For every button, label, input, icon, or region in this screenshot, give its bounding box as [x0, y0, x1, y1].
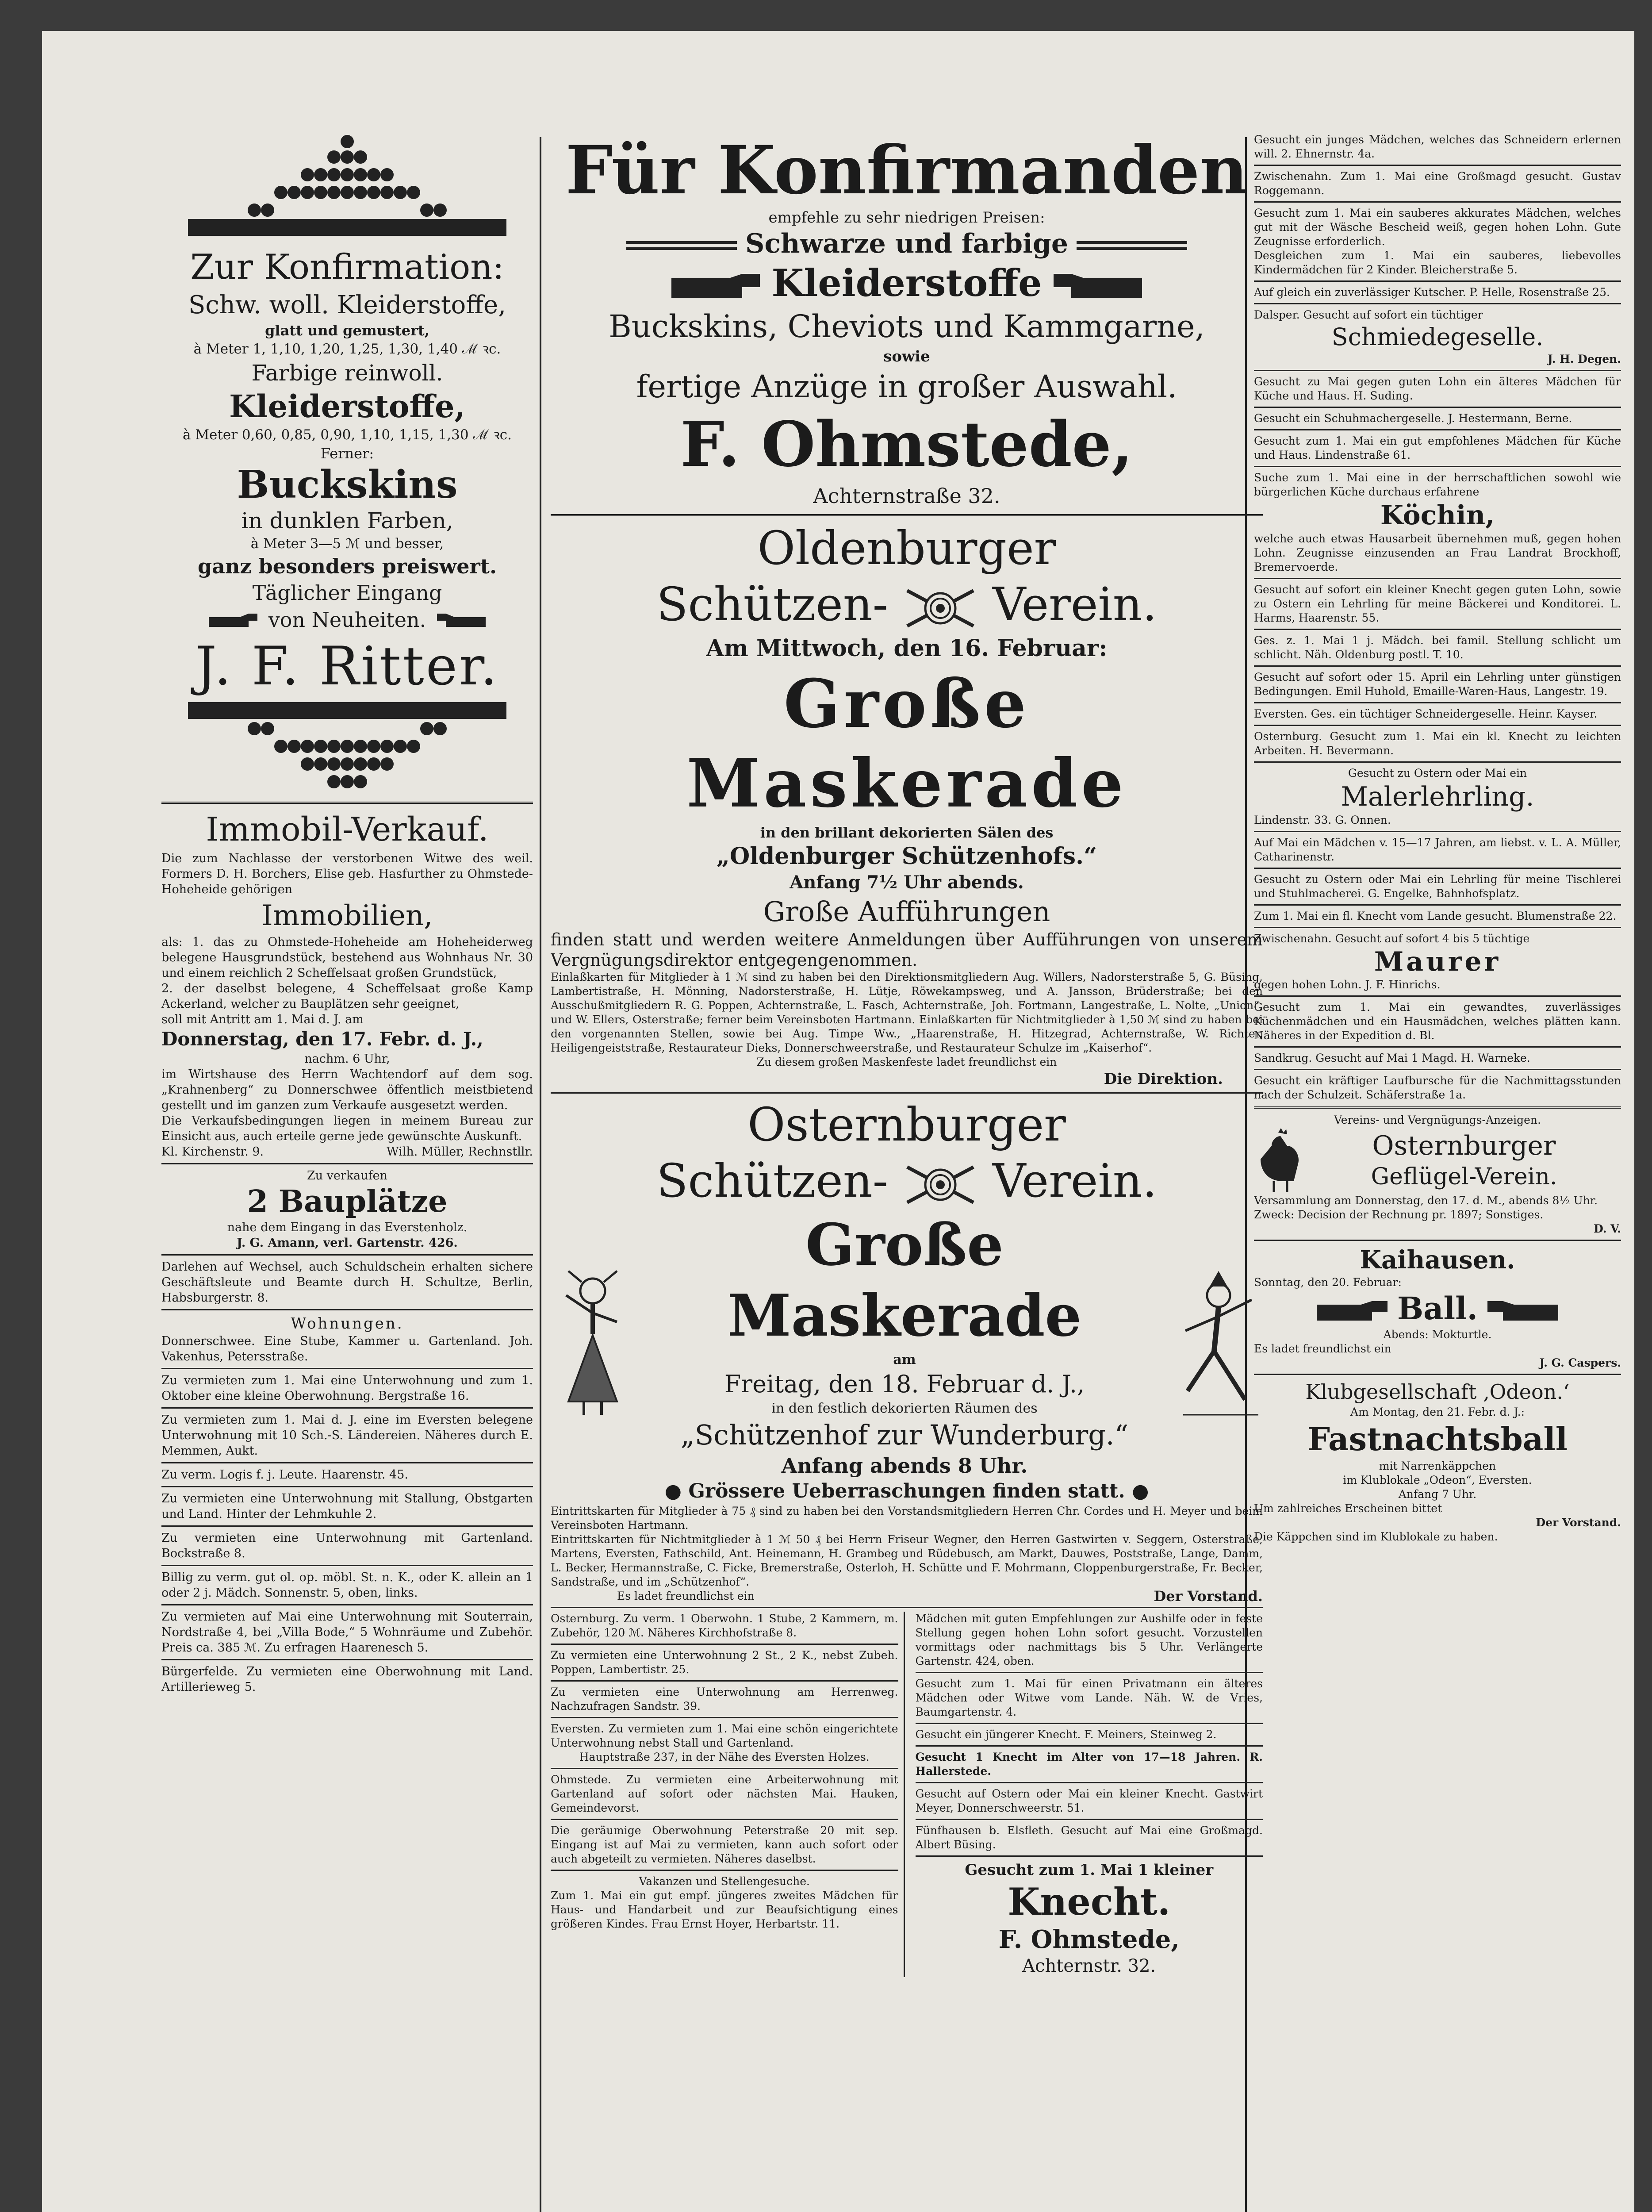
small-ads-col-2 — [916, 1612, 1263, 1977]
divider — [916, 1745, 1263, 1747]
divider — [161, 1486, 533, 1487]
gefluegel-para-2: Zweck: Decision der Rechnung pr. 1897; Sonstiges. — [1254, 1208, 1544, 1221]
divider — [161, 1163, 533, 1164]
ost-date: Freitag, den 18. Februar d. J., — [724, 1370, 1085, 1398]
classified-ad: Gesucht zum 1. Mai ein gewandtes, zuverlässiges Küchenmädchen und ein Hausmädchen, welches plätten kann. Näheres in der Expedition d. Bl. — [1254, 1001, 1621, 1042]
divider — [551, 1870, 898, 1871]
small-ad: Gesucht auf Ostern oder Mai ein kleiner Knecht. Gastwirt Meyer, Donnerschweerstr. 51. — [915, 1787, 1263, 1814]
divider — [1254, 201, 1621, 203]
divider — [161, 1407, 533, 1409]
divider — [1254, 1046, 1621, 1048]
osv-auffuehrungen: Große Aufführungen — [763, 895, 1050, 928]
dancing-jester-figure-icon — [1174, 1269, 1263, 1419]
classified-ad: Zwischenahn. Zum 1. Mai eine Großmagd gesucht. Gustav Roggemann. — [1254, 170, 1621, 197]
dot-pyramid-bottom-ornament — [184, 700, 511, 797]
divider — [161, 1659, 533, 1660]
konf-line-13-row — [161, 606, 533, 634]
classified-ad: gegen hohen Lohn. J. F. Hinrichs. — [1254, 978, 1441, 991]
small-ad: Osternburg. Zu verm. 1 Oberwohn. 1 Stube, 2 Kammern, m. Zubehör, 120 ℳ. Näheres Kirchhofstraße 8. — [551, 1612, 898, 1639]
osv-para-3: Zu diesem großen Maskenfeste ladet freundlichst ein — [756, 1056, 1057, 1068]
divider — [551, 514, 1263, 516]
osv-para-2: Einlaßkarten für Mitglieder à 1 ℳ sind zu haben bei den Direktionsmitgliedern Aug. Willers, Nadorsterstraße 5, G. Büsing, Lambertistraße, H. Mönning, Nadorsterstraße, H. Lütje, Röwekampsweg, und A. Jansson, Brüderstraße; bei den Ausschußmitgliedern R. G. Poppen, Achternstraße, L. Fasch, Achternstraße, Joh. Fortmann, Langestraße, L. Nolte, „Union“, und W. Ellers, Osterstraße; ferner beim Vereinsboten Hartmann. Einlaßkarten für Nichtmitglieder à 1,50 ℳ sind zu haben bei den vorgenannten Stellen, sowie bei Aug. Timpe Ww., „Haarenstraße, H. Hitzegrad, Achternstraße, W. Richter, Heiligengeiststraße, Restaurateur Dieks, Donnerschweerstraße, und Restaurateur Schulze im „Kaiserhof“. — [551, 971, 1263, 1054]
darlehen-ad: Darlehen auf Wechsel, auch Schuldschein erhalten sichere Geschäftsleute und Beamte durch H. Schultze, Berlin, Habsburgerstr. 8. — [161, 1260, 533, 1305]
ohm-line-6: fertige Anzüge in großer Auswahl. — [636, 369, 1177, 405]
knecht-ad-address: Achternstr. 32. — [1022, 1956, 1156, 1976]
knecht-ad-title: Knecht. — [1008, 1880, 1171, 1924]
left-column — [161, 133, 533, 2212]
immobil-place: im Wirtshause des Herrn Wachtendorf auf dem sog. „Krahnenberg“ zu Donnerschwee öffentlich meistbietend gestellt und im ganzen zum Verkaufe ausgesetzt werden. — [161, 1068, 533, 1112]
ost-para-2: Eintrittskarten für Nichtmitglieder à 1 ℳ 50 ₰ bei Herrn Friseur Wegner, den Herren Gastwirten v. Seggern, Osterstraße, Martens, Eversten, Fathschild, Ant. Heinemann, H. Grambeg und Rüdebusch, am Markt, Dauwes, Poststraße, Lange, Damm, L. Becker, Hermannstraße, C. Ficke, Bremerstraße, Osterloh, H. Schütte und F. Mohrmann, Cloppenburgerstraße, Fr. Becker, Sandstraße, und im „Schützenhof“. — [551, 1533, 1263, 1588]
ost-para-3: Es ladet freundlichst ein — [617, 1590, 755, 1602]
classified-ad: Dalsper. Gesucht auf sofort ein tüchtiger — [1254, 308, 1483, 321]
divider — [1254, 868, 1621, 869]
konf-line-1: Schw. woll. Kleiderstoffe, — [188, 291, 506, 319]
kaihausen-date: Sonntag, den 20. Februar: — [1254, 1276, 1402, 1289]
osv-line-2b: Verein. — [993, 577, 1157, 631]
newspaper-page — [42, 31, 1634, 2212]
immobil-sig-address: Kl. Kirchenstr. 9. — [161, 1145, 264, 1159]
konf-buckskins: Buckskins — [237, 462, 458, 507]
classified-ad: welche auch etwas Hausarbeit übernehmen muß, gegen hohen Lohn. Zeugnisse einzusenden an Frau Landrat Brockhoff, Bremervoerde. — [1254, 532, 1621, 573]
divider — [551, 1607, 1263, 1608]
classified-ad: Zwischenahn. Gesucht auf sofort 4 bis 5 tüchtige — [1254, 932, 1530, 945]
divider — [161, 1565, 533, 1566]
konf-line-4: Farbige reinwoll. — [251, 360, 443, 386]
classified-ad-heading: Köchin, — [1380, 500, 1495, 531]
gefluegel-title-1: Osternburger — [1372, 1130, 1556, 1161]
classified-ad: Auf Mai ein Mädchen v. 15—17 Jahren, am liebst. v. L. A. Müller, Catharinenstr. — [1254, 836, 1621, 863]
konf-line-9: in dunklen Farben, — [241, 508, 453, 534]
classified-ad: Gesucht zum 1. Mai ein sauberes akkurates Mädchen, welches gut mit der Wäsche Bescheid weiß, gegen hohen Lohn. Gute Zeugnisse erforderlich. — [1254, 207, 1621, 248]
divider — [916, 1782, 1263, 1783]
odeon-date: Am Montag, den 21. Febr. d. J.: — [1350, 1406, 1525, 1418]
kaihausen-line-4: Abends: Mokturtle. — [1383, 1328, 1492, 1341]
divider — [1254, 303, 1621, 304]
wohnung-ad: Zu vermieten zum 1. Mai d. J. eine im Eversten belegene Unterwohnung mit 10 Sch.-S. Ländereien. Näheres durch E. Memmen, Aukt. — [161, 1413, 533, 1458]
classified-ad: Gesucht ein Schuhmachergeselle. J. Hestermann, Berne. — [1254, 412, 1572, 425]
divider — [1254, 407, 1621, 408]
osv-line-1: Oldenburger — [757, 521, 1056, 575]
small-ad: Eversten. Zu vermieten zum 1. Mai eine schön eingerichtete Unterwohnung nebst Stall und Gartenland. — [551, 1722, 898, 1749]
ohm-line-2: Schwarze und farbige — [745, 228, 1069, 259]
gefluegel-para-1: Versammlung am Donnerstag, den 17. d. M., abends 8½ Uhr. — [1254, 1194, 1598, 1207]
ohm-line-5: sowie — [883, 348, 930, 365]
divider — [551, 1644, 898, 1645]
classified-ad: Auf gleich ein zuverlässiger Kutscher. P. Helle, Rosenstraße 25. — [1254, 286, 1610, 299]
immobil-sig-name: Wilh. Müller, Rechnstllr. — [386, 1145, 533, 1159]
masked-lady-figure-icon — [551, 1269, 635, 1419]
ost-line-2a: Schützen- — [656, 1154, 888, 1208]
divider — [1254, 725, 1621, 726]
classified-ad: Gesucht zu Mai gegen guten Lohn ein älteres Mädchen für Küche und Haus. H. Suding. — [1254, 375, 1621, 402]
divider — [1254, 761, 1621, 763]
small-ad: Zum 1. Mai ein gut empf. jüngeres zweites Mädchen für Haus- und Handarbeit und zur Beaufsichtigung eines größeren Kindes. Frau Ernst Hoyer, Herbartstr. 11. — [551, 1889, 898, 1930]
small-ad: Gesucht ein jüngerer Knecht. F. Meiners, Steinweg 2. — [915, 1728, 1217, 1741]
divider — [1254, 165, 1621, 166]
odeon-line-4: mit Narrenkäppchen — [1379, 1459, 1496, 1472]
ohm-line-3-row — [551, 260, 1263, 306]
bauplatz-title: 2 Bauplätze — [247, 1184, 448, 1219]
small-ads-col-1 — [551, 1612, 905, 1977]
classified-ad-heading: Schmiedegeselle. — [1331, 323, 1544, 351]
kaihausen-signature: J. G. Caspers. — [1539, 1356, 1621, 1369]
immobil-date: Donnerstag, den 17. Febr. d. J., — [161, 1028, 483, 1050]
column-rule-left — [540, 137, 541, 2212]
divider — [1254, 831, 1621, 832]
immobil-title: Immobil-Verkauf. — [206, 810, 489, 849]
divider — [1254, 1374, 1621, 1375]
odeon-line-6: Anfang 7 Uhr. — [1398, 1488, 1477, 1501]
ornament-bar — [626, 241, 737, 250]
divider — [916, 1672, 1263, 1673]
ost-maskerade: Große Maskerade — [727, 1211, 1082, 1349]
ost-am: am — [893, 1352, 916, 1367]
divider — [551, 1768, 898, 1769]
divider — [161, 1525, 533, 1527]
wohnung-ad: Zu vermieten auf Mai eine Unterwohnung mit Souterrain, Nordstraße 4, bei „Villa Bode,“ 5 Wohnräume und Zubehör. Preis ca. 385 ℳ. Zu erfragen Haarenesch 5. — [161, 1610, 533, 1655]
osv-line-5: in den brillant dekorierten Sälen des — [760, 824, 1054, 841]
divider — [161, 1309, 533, 1310]
immobil-time: nachm. 6 Uhr, — [304, 1052, 390, 1066]
divider — [551, 1092, 1263, 1094]
kaihausen-ball: Ball. — [1397, 1290, 1478, 1327]
ohm-line-2-row — [551, 227, 1263, 260]
classified-ad: Zum 1. Mai ein fl. Knecht vom Lande gesucht. Blumenstraße 22. — [1254, 910, 1617, 922]
ost-line-6: in den festlich dekorierten Räumen des — [771, 1401, 1038, 1416]
divider — [161, 802, 533, 804]
immobil-heading: Immobilien, — [261, 899, 433, 932]
divider — [916, 1723, 1263, 1724]
ost-para-1: Eintrittskarten für Mitglieder à 75 ₰ sind zu haben bei den Vorstandsmitgliedern Herren Chr. Cordes und H. Meyer und beim Vereinsboten Hartmann. — [551, 1505, 1263, 1532]
small-ad: Fünfhausen b. Elsfleth. Gesucht auf Mai eine Großmagd. Albert Büsing. — [915, 1824, 1263, 1851]
ost-venue: „Schützenhof zur Wunderburg.“ — [680, 1419, 1129, 1451]
kaihausen-ball-row — [1254, 1290, 1621, 1328]
ost-line-2b: Verein. — [993, 1154, 1157, 1208]
ost-maskerade-row — [551, 1210, 1263, 1479]
kaihausen-line-5: Es ladet freundlichst ein — [1254, 1342, 1391, 1355]
ost-signature: Der Vorstand. — [1154, 1588, 1263, 1605]
ritter-firm-name: J. F. Ritter. — [195, 636, 499, 697]
odeon-signature: Der Vorstand. — [1536, 1516, 1621, 1529]
divider — [916, 1855, 1263, 1857]
osv-line-2-row — [551, 576, 1263, 633]
immobil-intro: Die zum Nachlasse der verstorbenen Witwe des weil. Formers D. H. Borchers, Elise geb. Hasfurther zu Ohmstede-Hoheheide gehörigen — [161, 852, 533, 896]
small-ad: Gesucht zum 1. Mai für einen Privatmann ein älteres Mädchen oder Witwe vom Lande. Näh. W. de Vries, Baumgartenstr. 4. — [915, 1677, 1263, 1718]
ost-surprises: Grössere Ueberraschungen finden statt. — [688, 1480, 1125, 1502]
classified-ad: Sandkrug. Gesucht auf Mai 1 Magd. H. Warneke. — [1254, 1052, 1530, 1064]
ohmstede-address: Achternstraße 32. — [813, 484, 1000, 508]
divider — [1254, 995, 1621, 997]
dot-pyramid-top-ornament — [184, 133, 511, 239]
immobil-signature — [161, 1144, 533, 1160]
osv-line-2a: Schützen- — [656, 577, 888, 631]
pointing-hand-left-icon — [1487, 1300, 1558, 1322]
middle-column — [551, 133, 1263, 2212]
ohm-line-4: Buckskins, Cheviots und Kammgarne, — [609, 308, 1205, 345]
divider — [551, 1680, 898, 1682]
small-ad: Hauptstraße 237, in der Nähe des Eversten Holzes. — [579, 1751, 870, 1763]
classified-ad: Suche zum 1. Mai eine in der herrschaftlichen sowohl wie bürgerlichen Küche durchaus erfahrene — [1254, 471, 1621, 498]
classified-ad: Gesucht zum 1. Mai ein gut empfohlenes Mädchen für Küche und Haus. Lindenstraße 61. — [1254, 434, 1621, 461]
ost-surprises-row — [551, 1479, 1263, 1504]
konf-line-2: glatt und gemustert, — [265, 322, 429, 339]
divider — [551, 1717, 898, 1718]
divider — [1254, 370, 1621, 371]
odeon-fastnachtsball: Fastnachtsball — [1307, 1420, 1568, 1458]
divider — [161, 1604, 533, 1605]
immobil-item-1: als: 1. das zu Ohmstede-Hoheheide am Hoheheiderweg belegene Hausgrundstück, bestehend aus Wohnhaus Nr. 30 und einem reichlich 2 Scheffelsaat großen Grundstück, — [161, 935, 533, 980]
divider — [1254, 927, 1621, 928]
ost-line-1: Osternburger — [747, 1098, 1066, 1152]
osv-venue: „Oldenburger Schützenhofs.“ — [716, 843, 1097, 870]
divider — [161, 1254, 533, 1256]
divider — [1254, 1106, 1621, 1109]
classified-ad: Lindenstr. 33. G. Onnen. — [1254, 814, 1391, 826]
ohmstede-title: Für Konfirmanden — [565, 133, 1248, 209]
small-ad: Die geräumige Oberwohnung Peterstraße 20 mit sep. Eingang ist auf Mai zu vermieten, kann auch sofort oder auch abgeteilt zu vermieten. Näheres daselbst. — [551, 1824, 898, 1865]
pointing-hand-left-icon — [433, 613, 486, 630]
bauplatz-location: nahe dem Eingang in das Everstenholz. — [227, 1221, 468, 1234]
classified-ad: Osternburg. Gesucht zum 1. Mai ein kl. Knecht zu leichten Arbeiten. H. Bevermann. — [1254, 730, 1621, 757]
vakanzen-heading: Vakanzen und Stellengesuche. — [639, 1875, 810, 1888]
osv-time: Anfang 7½ Uhr abends. — [790, 872, 1024, 893]
knecht-ad-line-1: Gesucht zum 1. Mai 1 kleiner — [965, 1861, 1214, 1879]
classified-ad-heading: Malerlehrling. — [1341, 781, 1534, 812]
odeon-line-5: im Klublokale „Odeon“, Eversten. — [1343, 1474, 1532, 1486]
right-column — [1254, 133, 1621, 2212]
osv-date: Am Mittwoch, den 16. Februar: — [706, 635, 1108, 662]
ost-time: Anfang abends 8 Uhr. — [781, 1454, 1028, 1478]
classified-ad: Ges. z. 1. Mai 1 j. Mädch. bei famil. Stellung schlicht um schlicht. Näh. Oldenburg postl. T. 10. — [1254, 634, 1621, 661]
classified-ad: Gesucht ein kräftiger Laufbursche für die Nachmittagsstunden nach der Schulzeit. Schäferstraße 1a. — [1254, 1074, 1621, 1101]
classified-ad: Gesucht auf sofort ein kleiner Knecht gegen guten Lohn, sowie zu Ostern ein Lehrling für meine Bäckerei und Konditorei. L. Harms, Haarenstr. 55. — [1254, 583, 1621, 624]
classified-ad: Gesucht auf sofort oder 15. April ein Lehrling unter günstigen Bedingungen. Emil Huhold, Emaille-Waren-Haus, Langestr. 19. — [1254, 671, 1621, 698]
osv-para-1: finden statt und werden weitere Anmeldungen über Aufführungen von unserem Vergnügungsdirektor entgegengenommen. — [551, 930, 1263, 970]
wohnung-ad: Donnerschwee. Eine Stube, Kammer u. Gartenland. Joh. Vakenhus, Petersstraße. — [161, 1334, 533, 1363]
osv-maskerade: Große Maskerade — [686, 665, 1127, 822]
konf-line-12: Täglicher Eingang — [252, 581, 442, 605]
ohm-line-3: Kleiderstoffe — [771, 261, 1042, 305]
classified-ad: Gesucht zu Ostern oder Mai ein — [1348, 767, 1527, 780]
wohnung-ad: Zu vermieten zum 1. Mai eine Unterwohnung und zum 1. Oktober eine kleine Oberwohnung. Bergstraße 16. — [161, 1374, 533, 1403]
divider — [1254, 429, 1621, 430]
immobil-conditions: Die Verkaufsbedingungen liegen in meinem Bureau zur Einsicht aus, auch erteile gerne jede gewünschte Auskunft. — [161, 1114, 533, 1143]
wohnung-ad: Zu vermieten eine Unterwohnung mit Gartenland. Bockstraße 8. — [161, 1531, 533, 1560]
divider — [161, 1368, 533, 1369]
divider — [1254, 1240, 1621, 1241]
divider — [1254, 578, 1621, 579]
divider — [1254, 629, 1621, 630]
crossed-rifles-target-icon — [903, 586, 978, 630]
gefluegel-titles — [1307, 1129, 1621, 1191]
small-ad: Zu vermieten eine Unterwohnung 2 St., 2 K., nebst Zubeh. Poppen, Lambertistr. 25. — [551, 1649, 898, 1676]
classified-ad-heading: Maurer — [1374, 946, 1501, 977]
small-ad: Mädchen mit guten Empfehlungen zur Aushilfe oder in feste Stellung gegen hohen Lohn sofort gesucht. Vorzustellen vormittags oder nachmittags bis 5 Uhr. Verlängerte Gartenstr. 424, oben. — [915, 1612, 1263, 1667]
odeon-line-7: Um zahlreiches Erscheinen bittet — [1254, 1502, 1442, 1515]
konf-price-1: à Meter 1, 1,10, 1,20, 1,25, 1,30, 1,40 ℳ ꝛc. — [193, 341, 501, 357]
gefluegel-signature: D. V. — [1594, 1222, 1621, 1235]
classified-ad-signature: J. H. Degen. — [1547, 353, 1621, 365]
divider — [161, 1462, 533, 1463]
pointing-hand-right-icon — [671, 273, 760, 300]
bullet-icon: ● — [1125, 1480, 1149, 1502]
immobil-item-2: 2. der daselbst belegene, 4 Scheffelsaat große Kamp Ackerland, welcher zu Bauplätzen sehr geeignet, — [161, 982, 533, 1011]
konf-line-7: Ferner: — [320, 445, 374, 462]
pointing-hand-right-icon — [209, 613, 262, 630]
classified-ad: Eversten. Ges. ein tüchtiger Schneidergeselle. Heinr. Kayser. — [1254, 707, 1598, 720]
osv-signature: Die Direktion. — [1104, 1070, 1223, 1088]
rooster-icon — [1254, 1127, 1307, 1194]
bauplatz-sale: Zu verkaufen — [307, 1169, 388, 1183]
wohnungen-title: Wohnungen. — [291, 1315, 404, 1333]
kaihausen-title: Kaihausen. — [1360, 1245, 1515, 1275]
divider — [551, 1819, 898, 1820]
ornament-bar — [1077, 241, 1187, 250]
small-ad: Ohmstede. Zu vermieten eine Arbeiterwohnung mit Gartenland auf sofort oder nächsten Mai. Hauken, Gemeindevorst. — [551, 1773, 898, 1814]
konf-line-10: à Meter 3—5 ℳ und besser, — [250, 536, 444, 552]
divider — [1254, 466, 1621, 467]
bullet-icon: ● — [664, 1480, 689, 1502]
vereins-anzeigen-heading: Vereins- und Vergnügungs-Anzeigen. — [1334, 1114, 1541, 1126]
classified-ad: Gesucht ein junges Mädchen, welches das Schneidern erlernen will. 2. Ehnernstr. 4a. — [1254, 133, 1621, 160]
knecht-ad-firm: F. Ohmstede, — [998, 1925, 1180, 1954]
divider — [1254, 280, 1621, 282]
divider — [916, 1819, 1263, 1820]
konf-price-2: à Meter 0,60, 0,85, 0,90, 1,10, 1,15, 1,30 ℳ ꝛc. — [182, 427, 512, 443]
classified-ad: Desgleichen zum 1. Mai ein sauberes, liebevolles Kindermädchen für 2 Kinder. Bleicherstraße 5. — [1254, 249, 1621, 276]
konfirmation-title: Zur Konfirmation: — [190, 247, 504, 287]
wohnung-ad: Billig zu verm. gut ol. op. möbl. St. n. K., oder K. allein an 1 oder 2 j. Mädch. Sonnenstr. 5, oben, links. — [161, 1571, 533, 1600]
odeon-line-8: Die Käppchen sind im Klublokale zu haben. — [1254, 1530, 1498, 1543]
gefluegel-title-2: Geflügel-Verein. — [1371, 1164, 1557, 1190]
immobil-antritt: soll mit Antritt am 1. Mai d. J. am — [161, 1013, 364, 1026]
ohm-line-1: empfehle zu sehr niedrigen Preisen: — [768, 209, 1045, 227]
ost-center-text — [635, 1210, 1174, 1479]
ost-signature-row — [551, 1589, 1263, 1603]
bauplatz-contact: J. G. Amann, verl. Gartenstr. 426. — [237, 1236, 458, 1250]
konf-line-11: ganz besonders preiswert. — [198, 554, 497, 578]
konf-line-5: Kleiderstoffe, — [229, 388, 465, 425]
konf-line-13: von Neuheiten. — [268, 608, 426, 632]
divider — [1254, 665, 1621, 667]
small-ad: Gesucht 1 Knecht im Alter von 17—18 Jahren. R. Hallerstede. — [915, 1751, 1263, 1778]
wohnung-ad: Zu vermieten eine Unterwohnung mit Stallung, Obstgarten und Land. Hinter der Lehmkuhle 2. — [161, 1492, 533, 1521]
small-ad: Zu vermieten eine Unterwohnung am Herrenweg. Nachzufragen Sandstr. 39. — [551, 1686, 898, 1713]
wohnung-ad: Zu verm. Logis f. j. Leute. Haarenstr. 45. — [161, 1468, 408, 1482]
crossed-rifles-target-icon — [903, 1163, 978, 1207]
wohnung-ad: Bürgerfelde. Zu vermieten eine Oberwohnung mit Land. Artillerieweg 5. — [161, 1665, 533, 1694]
pointing-hand-right-icon — [1317, 1300, 1388, 1322]
pointing-hand-left-icon — [1054, 273, 1142, 300]
classified-ad: Gesucht zu Ostern oder Mai ein Lehrling für meine Tischlerei und Stuhlmacherei. G. Engelke, Bahnhofsplatz. — [1254, 873, 1621, 900]
ohmstede-firm: F. Ohmstede, — [680, 408, 1133, 481]
small-ads-grid — [551, 1612, 1263, 1977]
gefluegel-ad — [1254, 1127, 1621, 1194]
divider — [1254, 904, 1621, 906]
divider — [1254, 1069, 1621, 1070]
odeon-title: Klubgesellschaft ‚Odeon.‘ — [1305, 1380, 1570, 1404]
ost-line-2-row — [551, 1152, 1263, 1210]
divider — [1254, 702, 1621, 703]
